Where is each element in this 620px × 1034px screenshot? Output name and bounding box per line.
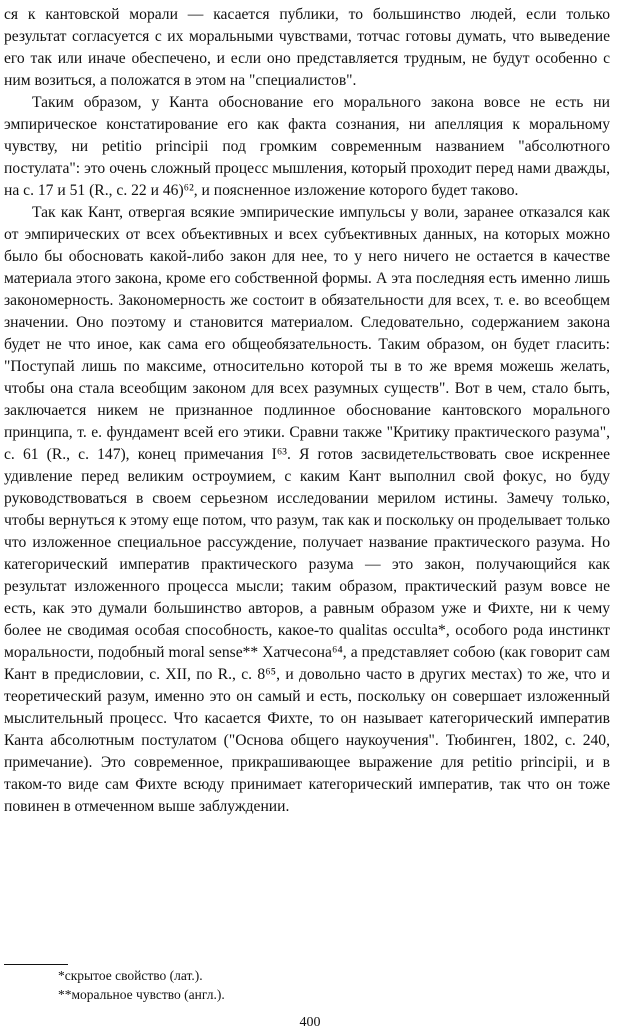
footnote-rule — [4, 964, 68, 965]
footnote-1: *скрытое свойство (лат.). — [58, 968, 203, 983]
paragraph-2: Таким образом, у Канта обоснование его морального закона вовсе не есть ни эмпирическое констатирование его как факта сознания, ни апелляция к моральному чувству, ни petitio principii под громким современным названием "абсолютного постулата": это очень сложный процесс мышления, который проходит перед нами дважды, на с. 17 и 51 (R., с. 22 и 46)⁶², и поясненное изложение которого будет таково. — [4, 94, 610, 199]
page-number: 400 — [299, 1015, 321, 1030]
footnote-2: **моральное чувство (англ.). — [58, 987, 225, 1002]
paragraph-1: ся к кантовской морали — касается публики, то большинство людей, если только результат согласуется с их моральными чувствами, тотчас готовы думать, что выведение его так или иначе обеспечено, и если оно представляется трудным, не будут особенно с ним возиться, а положатся в этом на "специалистов". — [4, 6, 610, 89]
paragraph-3: Так как Кант, отвергая всякие эмпирические импульсы у воли, заранее отказался как от эмпирических от всех объективных и всех субъективных данных, на которых можно было бы обосновать какой-либо закон для нее, то у него ничего не остается в качестве материала этого закона, кроме его собственной формы. А эта последняя есть именно лишь закономерность. Закономерность же состоит в обязательности для всех, т. е. во всеобщем значении. Оно поэтому и становится материалом. Следовательно, содержанием закона будет не что иное, как сама его общеобязательность. Таким образом, он будет гласить: "Поступай лишь по максиме, относительно которой ты в то же время можешь желать, чтобы она стала всеобщим законом для всех разумных существ". Вот в чем, стало быть, заключается никем не признанное подлинное обоснование кантовского морального принципа, т. е. фундамент всей его этики. Сравни также "Критику практического разума", с. 61 (R., с. 147), конец примечания I⁶³. Я готов засвидетельствовать свое искреннее удивление перед великим остроумием, с каким Кант выполнил свой фокус, но буду руководствоваться в своем серьезном исследовании мерилом истины. Замечу только, чтобы вернуться к этому еще потом, что разум, так как и поскольку он проделывает только что изложенное специальное рассуждение, получает название практического разума. Но категорический императив практического разума — это закон, получающийся как результат изложенного процесса мысли; таким образом, практический разум вовсе не есть, как это думали большинство авторов, а равным образом уже и Фихте, ни к чему более не сводимая особая способность, какое-то qualitas occulta*, особого рода инстинкт моральности, подобный moral sense** Хатчесона⁶⁴, а представляет собою (как говорит сам Кант в предисловии, с. XII, по R., с. 8⁶⁵, и довольно часто в других местах) то же, что и теоретический разум, именно это он самый и есть, поскольку он совершает изложенный мыслительный процесс. Что касается Фихте, то он называет категорический императив Канта абсолютным постулатом ("Основа общего наукоучения". Тюбинген, 1802, с. 240, примечание). Это современное, прикрашивающее выражение для petitio principii, и в таком-то виде сам Фихте всюду принимает категорический императив, так что он тоже повинен в отмеченном выше заблуждении. — [4, 204, 610, 815]
body-text — [4, 4, 610, 818]
footnotes — [58, 966, 225, 1004]
